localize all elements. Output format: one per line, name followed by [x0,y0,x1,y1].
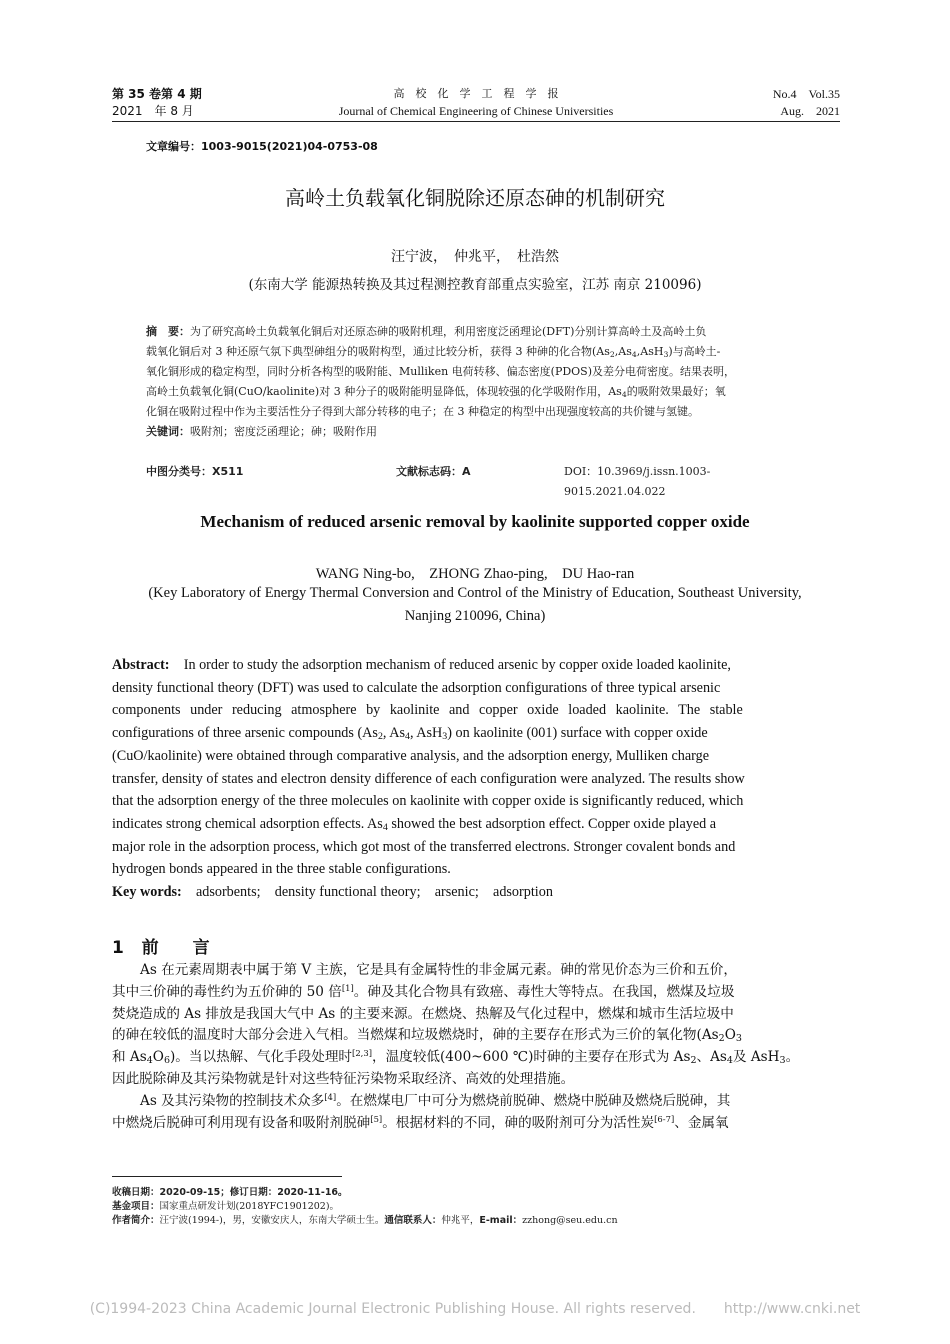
article-number: 文章编号：1003-9015(2021)04-0753-08 [146,140,378,153]
abstract-zh-line: )与高岭土- [668,345,721,358]
body-line: 中燃烧后脱砷可利用现有设备和吸附剂脱砷 [112,1114,371,1131]
footnote-rule [112,1176,342,1177]
body-line: As 及其污染物的控制技术众多 [140,1092,325,1109]
subscript: 4 [405,731,410,743]
citation[interactable]: [6-7] [654,1113,675,1124]
subscript: 3 [735,1033,742,1045]
abstract-en-line: transfer, density of states and electron density difference of each configuration were analyzed. The results show [112,770,745,787]
doi: DOI：10.3969/j.issn.1003-9015.2021.04.022 [564,465,711,498]
abstract-en-line: that the adsorption energy of the three molecules on kaolinite with copper oxide is significantly reduced, which [112,793,744,810]
body-line: 。在燃煤电厂中可分为燃烧前脱砷、燃烧中脱砷及燃烧后脱砷，其 [336,1092,731,1109]
abstract-zh-line: 化铜在吸附过程中作为主要活性分子得到大部分转移的电子；在 3 种稳定的构型中出现强度较高的共价键与氢键。 [146,405,699,418]
copyright-line: (C)1994-2023 China Academic Journal Electronic Publishing House. All rights reserved. http://www.cnki.net [89,1301,861,1317]
body-line: O [152,1049,164,1066]
citation[interactable]: [1] [341,982,354,993]
abstract-en-line: configurations of three arsenic compounds (As [112,725,378,742]
abstract-zh-line: ,As [614,345,632,358]
body-line: 、As [696,1049,727,1066]
abstract-zh-line: ,AsH [636,345,664,358]
contact-label: 通信联系人： [384,1215,442,1226]
subscript: 4 [146,1055,153,1067]
header-rule [112,121,840,122]
abstract-en-line: (CuO/kaolinite) were obtained through comparative analysis, and the adsorption energy, Mulliken charge [112,747,710,764]
clc-number: 中图分类号：X511 [146,465,244,478]
subscript: 2 [718,1033,725,1045]
keywords-zh-label: 关键词： [146,425,190,438]
body-line: 。根据材料的不同，砷的吸附剂可分为活性炭 [382,1114,655,1131]
body-line: ，温度较低(400~600 ℃)时砷的主要存在形式为 As [372,1049,691,1066]
abstract-en-line: density functional theory (DFT) was used to calculate the adsorption configurations of three typical arsenic [112,679,721,696]
header-date: 2021 年 8 月 [112,104,194,118]
authors-en: WANG Ning-bo, ZHONG Zhao-ping, DU Hao-ran [315,566,635,582]
header-volume: No.4 Vol.35 [772,87,840,101]
section-number: 1 [112,938,124,958]
abstract-en-line: showed the best adsorption effect. Copper oxide played a [387,815,717,832]
abstract-en-line: In order to study the adsorption mechanism of reduced arsenic by copper oxide loaded kaolinite, [183,657,731,673]
body-line: 及 AsH [732,1049,780,1066]
body-line: 焚烧造成的 As 排放是我国大气中 As 的主要来源。在燃烧、热解及气化过程中，燃煤和城市生活垃圾中 [112,1005,734,1022]
abstract-zh-line: 载氧化铜后对 3 种还原气氛下典型砷组分的吸附构型，通过比较分析，获得 3 种砷的化合物(As [146,345,610,358]
abstract-en [112,654,840,904]
subscript: 4 [382,821,388,833]
section-heading [112,933,210,958]
body-line: 。砷及其化合物具有致癌、毒性大等特点。在我国，燃煤及垃圾 [353,983,735,1000]
body-line: 。 [785,1049,800,1066]
keywords-zh-text: 吸附剂；密度泛函理论；砷；吸附作用 [190,425,377,438]
abstract-en-line: ) on kaolinite (001) surface with copper oxide [447,725,708,742]
body-line: 因此脱除砷及其污染物就是针对这些特征污染物采取经济、高效的处理措施。 [112,1070,575,1087]
abstract-en-line: hydrogen bonds appeared in the three stable configurations. [112,861,451,878]
email-link[interactable]: zzhong@seu.edu.cn [522,1215,618,1226]
subscript: 6 [163,1055,170,1067]
abstract-zh-label: 摘 要： [146,325,190,338]
abstract-en-line: major role in the adsorption process, which got most of the transferred electrons. Stronger covalent bonds and [112,838,736,855]
body-line: 的砷在较低的温度时大部分会进入气相。当燃煤和垃圾燃烧时，砷的主要存在形式为三价的氧化物(As [112,1027,719,1044]
citation[interactable]: [4] [324,1091,337,1102]
abstract-zh-line: 高岭土负载氧化铜(CuO/kaolinite)对 3 种分子的吸附能明显降低，体现较强的化学吸附作用，As [146,385,622,398]
abstract-en-line: , AsH [409,725,443,742]
subscript: 4 [631,350,637,359]
fund-label: 基金项目： [112,1201,160,1212]
header-month: Aug. 2021 [780,104,840,118]
author-bio-text: 汪宁波(1994-)，男，安徽安庆人，东南大学硕士生。 [159,1215,385,1226]
affiliation-en-line1: (Key Laboratory of Energy Thermal Conversion and Control of the Ministry of Education, Southeast University, [148,585,802,601]
abstract-en-line: , As [382,725,405,742]
subscript: 4 [621,390,627,399]
abstract-en-line: components under reducing atmosphere by kaolinite and copper oxide loaded kaolinite. The stable [112,702,743,719]
authors-zh: 汪宁波， 仲兆平， 杜浩然 [391,249,559,265]
body-line: 、金属氧 [674,1114,729,1131]
header-issue: 第 35 卷第 4 期 [112,87,202,101]
abstract-zh [146,322,806,442]
document-code: 文献标志码：A [396,465,471,478]
subscript: 3 [779,1055,786,1067]
citation[interactable]: [5] [370,1113,383,1124]
abstract-en-line: indicates strong chemical adsorption effects. As [112,815,383,832]
header-journal-zh: 高 校 化 学 工 程 学 报 [393,87,559,100]
subscript: 3 [663,350,669,359]
body-line: 和 As [112,1049,147,1066]
body-line: O [724,1027,736,1044]
email-label: E-mail： [479,1215,523,1226]
body-line: 其中三价砷的毒性约为五价砷的 50 倍 [112,983,342,1000]
body-line: As 在元素周期表中属于第 V 主族，它是具有金属特性的非金属元素。砷的常见价态为三价和五价， [140,962,737,978]
fund-text: 国家重点研发计划(2018YFC1901202)。 [159,1201,340,1212]
keywords-en-text: adsorbents; density functional theory; arsenic; adsorption [195,884,553,901]
abstract-zh-line: 为了研究高岭土负载氧化铜后对还原态砷的吸附机理，利用密度泛函理论(DFT)分别计算高岭土及高岭土负 [190,325,707,338]
title-zh: 高岭土负载氧化铜脱除还原态砷的机制研究 [285,186,665,210]
keywords-en-label: Key words: [112,884,182,901]
title-en: Mechanism of reduced arsenic removal by kaolinite supported copper oxide [200,512,750,531]
subscript: 4 [726,1055,733,1067]
abstract-zh-line: 的吸附效果最好；氧 [626,385,726,398]
footnotes [112,1186,840,1228]
citation[interactable]: [2,3] [352,1048,372,1059]
header-journal-en: Journal of Chemical Engineering of Chinese Universities [338,104,614,118]
received-date: 收稿日期：2020-09-15；修订日期：2020-11-16。 [112,1187,348,1198]
body-line: )。当以热解、气化手段处理时 [170,1049,353,1066]
subscript: 3 [442,731,448,743]
section-body [112,960,840,1134]
running-header [112,86,840,120]
contact-text: 仲兆平， [441,1215,480,1226]
subscript: 2 [690,1055,697,1067]
subscript: 2 [377,731,383,743]
abstract-en-label: Abstract: [112,657,170,673]
author-bio-label: 作者简介： [112,1215,160,1226]
subscript: 2 [609,350,615,359]
affiliation-zh: (东南大学 能源热转换及其过程测控教育部重点实验室，江苏 南京 210096) [248,277,702,293]
section-title: 前 言 [141,938,210,958]
abstract-zh-line: 氧化铜形成的稳定构型，同时分析各构型的吸附能、Mulliken 电荷转移、偏态密度(PDOS)及差分电荷密度。结果表明， [146,365,736,378]
affiliation-en-line2: Nanjing 210096, China) [404,608,546,624]
classification-row [146,462,806,498]
